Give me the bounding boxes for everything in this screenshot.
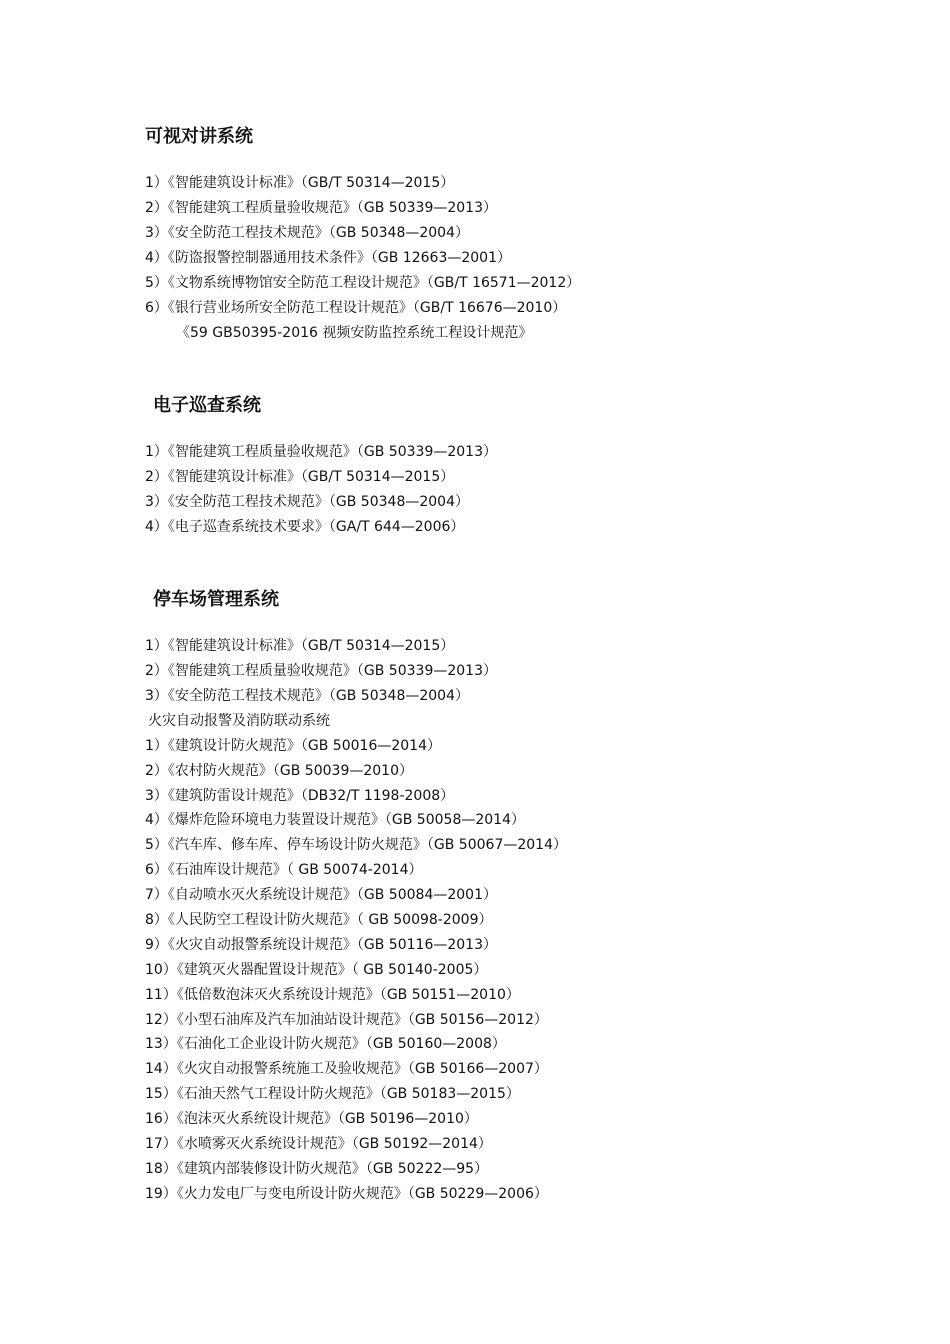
list-item: 5）《汽车库、修车库、停车场设计防火规范》（GB 50067—2014） xyxy=(145,837,567,853)
list-item: 6）《银行营业场所安全防范工程设计规范》（GB/T 16676—2010） xyxy=(145,300,567,316)
list-item: 2）《智能建筑工程质量验收规范》（GB 50339—2013） xyxy=(145,200,497,216)
section-title: 可视对讲系统 xyxy=(145,126,253,147)
list-item: 8）《人民防空工程设计防火规范》（ GB 50098-2009） xyxy=(145,912,493,928)
list-item: 9）《火灾自动报警系统设计规范》（GB 50116—2013） xyxy=(145,937,497,953)
subsection-title: 火灾自动报警及消防联动系统 xyxy=(148,713,330,729)
list-item: 3）《安全防范工程技术规范》（GB 50348—2004） xyxy=(145,688,469,704)
list-item: 5）《文物系统博物馆安全防范工程设计规范》（GB/T 16571—2012） xyxy=(145,275,581,291)
list-item: 1）《建筑设计防火规范》（GB 50016—2014） xyxy=(145,738,441,754)
list-item: 12）《小型石油库及汽车加油站设计规范》（GB 50156—2012） xyxy=(145,1012,548,1028)
list-item: 11）《低倍数泡沫灭火系统设计规范》（GB 50151—2010） xyxy=(145,987,520,1003)
list-item: 4）《防盗报警控制器通用技术条件》（GB 12663—2001） xyxy=(145,250,511,266)
list-item: 15）《石油天然气工程设计防火规范》（GB 50183—2015） xyxy=(145,1086,520,1102)
list-item: 19）《火力发电厂与变电所设计防火规范》（GB 50229—2006） xyxy=(145,1186,548,1202)
list-item: 1）《智能建筑设计标准》（GB/T 50314—2015） xyxy=(145,175,455,191)
list-item: 2）《智能建筑工程质量验收规范》（GB 50339—2013） xyxy=(145,663,497,679)
list-item: 4）《爆炸危险环境电力装置设计规范》（GB 50058—2014） xyxy=(145,812,525,828)
list-item: 17）《水喷雾灭火系统设计规范》（GB 50192—2014） xyxy=(145,1136,492,1152)
list-item: 1）《智能建筑设计标准》（GB/T 50314—2015） xyxy=(145,638,455,654)
list-item: 18）《建筑内部装修设计防火规范》（GB 50222—95） xyxy=(145,1161,489,1177)
list-item: 2）《农村防火规范》（GB 50039—2010） xyxy=(145,763,413,779)
list-item: 14）《火灾自动报警系统施工及验收规范》（GB 50166—2007） xyxy=(145,1061,548,1077)
list-item: 13）《石油化工企业设计防火规范》（GB 50160—2008） xyxy=(145,1036,506,1052)
list-item: 3）《建筑防雷设计规范》（DB32/T 1198-2008） xyxy=(145,788,455,804)
list-item: 10）《建筑灭火器配置设计规范》（ GB 50140-2005） xyxy=(145,962,488,978)
list-item: 《59 GB50395-2016 视频安防监控系统工程设计规范》 xyxy=(176,325,533,341)
list-item: 7）《自动喷水灭火系统设计规范》（GB 50084—2001） xyxy=(145,887,497,903)
section-title: 电子巡查系统 xyxy=(153,395,261,416)
list-item: 3）《安全防范工程技术规范》（GB 50348—2004） xyxy=(145,225,469,241)
list-item: 2）《智能建筑设计标准》（GB/T 50314—2015） xyxy=(145,469,455,485)
list-item: 3）《安全防范工程技术规范》（GB 50348—2004） xyxy=(145,494,469,510)
list-item: 1）《智能建筑工程质量验收规范》（GB 50339—2013） xyxy=(145,444,497,460)
section-title: 停车场管理系统 xyxy=(153,589,279,610)
list-item: 6）《石油库设计规范》（ GB 50074-2014） xyxy=(145,862,423,878)
list-item: 16）《泡沫灭火系统设计规范》（GB 50196—2010） xyxy=(145,1111,478,1127)
list-item: 4）《电子巡查系统技术要求》（GA/T 644—2006） xyxy=(145,519,465,535)
